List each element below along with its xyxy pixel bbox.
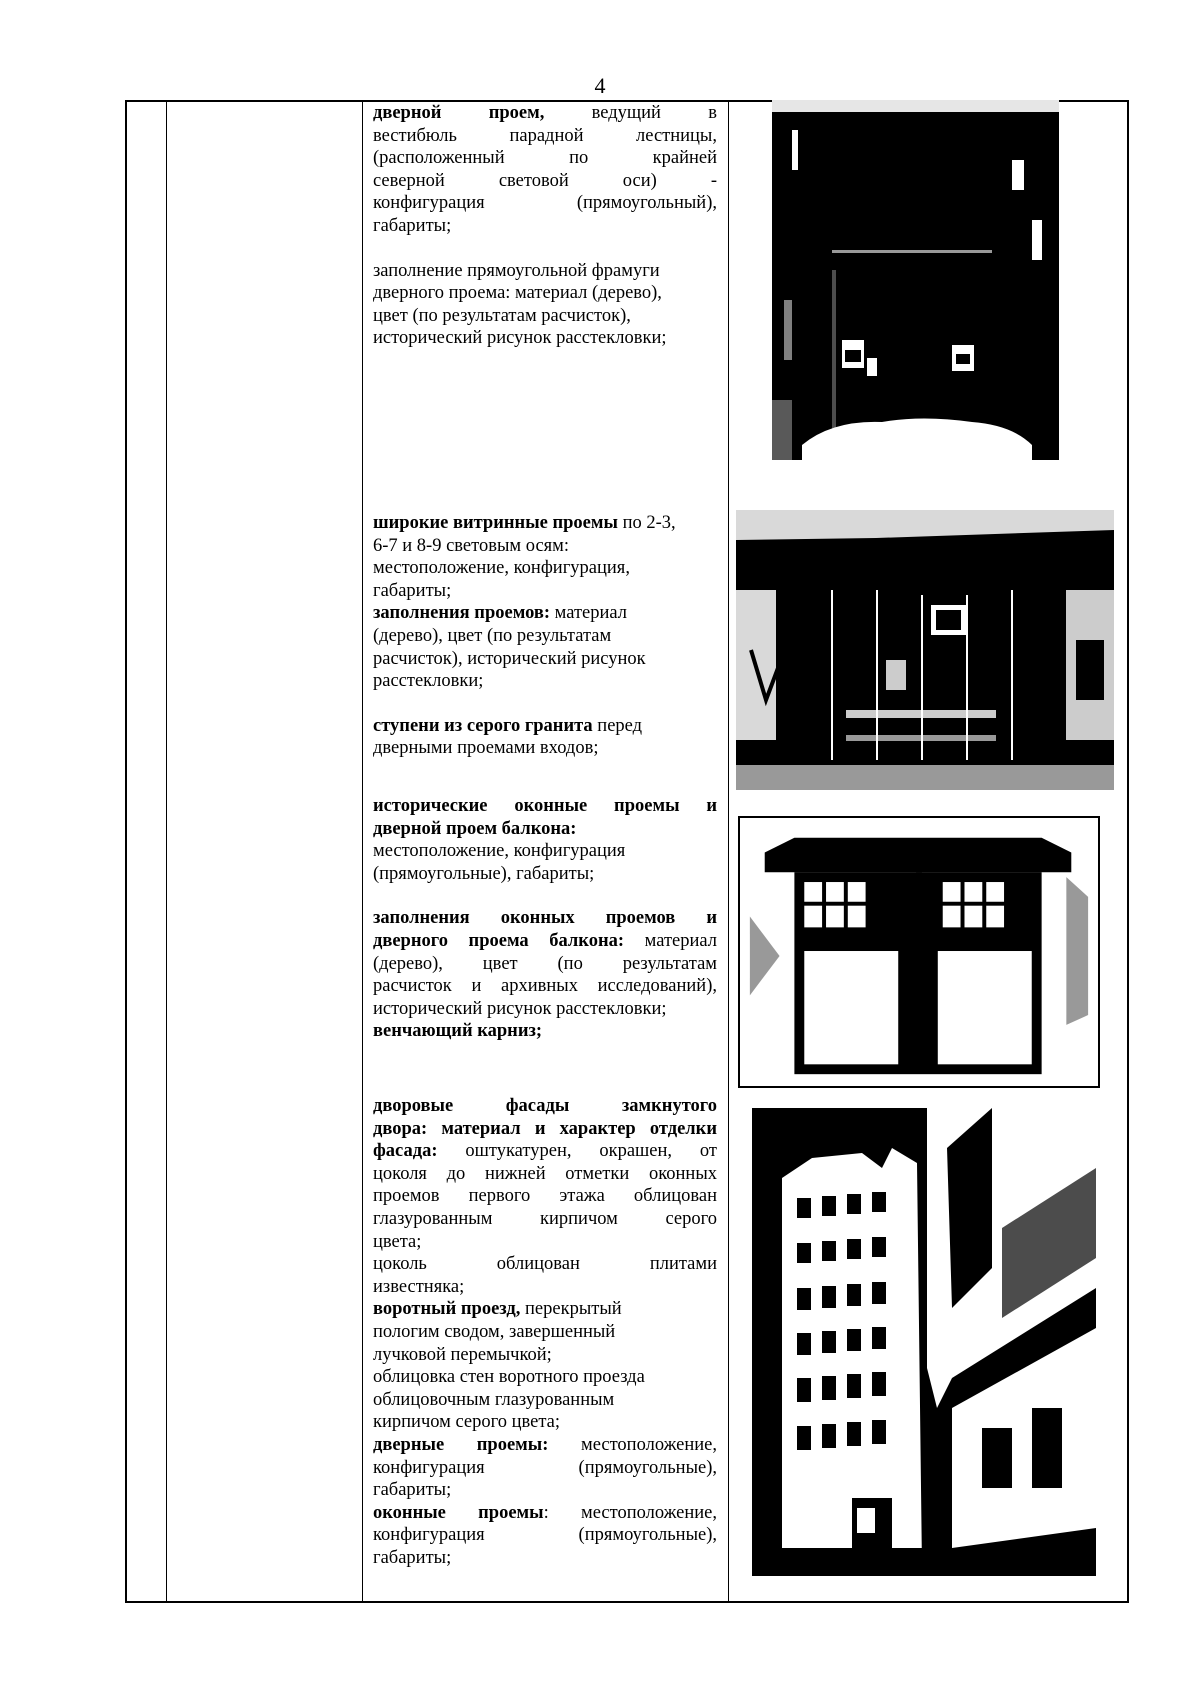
section2-text (373, 512, 717, 760)
door-photo-image (772, 100, 1059, 460)
s4-line18: габариты; (373, 1480, 452, 1501)
s2-p1-line3: местоположение, конфигурация, (373, 558, 630, 579)
s3-p2-line1: заполнения оконных проемов и (373, 908, 717, 929)
page-number: 4 (594, 73, 606, 98)
s3-p2-line5: исторический рисунок расстекловки; (373, 998, 667, 1019)
s3-p1-line3: местоположение, конфигурация (373, 841, 626, 862)
s2-p2-line1: заполнения проемов: материал (373, 603, 628, 624)
column-divider-1 (166, 100, 167, 1603)
s4-line10: воротный проезд, перекрытый (373, 1299, 622, 1320)
s4-line17: конфигурация (прямоугольные), (373, 1457, 717, 1478)
s4-line16: дверные проемы: местоположение, (373, 1434, 717, 1455)
shop-photo-image (736, 510, 1114, 790)
s2-p2-line2: (дерево), цвет (по результатам (373, 625, 612, 646)
s4-line21: габариты; (373, 1547, 452, 1568)
s3-p2-line6: венчающий карниз; (373, 1021, 543, 1042)
s1-p1-line4: северной световой оси) - (373, 170, 717, 191)
s3-p1-line4: (прямоугольные), габариты; (373, 863, 595, 884)
section1-text (373, 102, 717, 350)
s4-line15: кирпичом серого цвета; (373, 1412, 561, 1433)
s2-p2-line4: расстекловки; (373, 671, 484, 692)
s4-line14: облицовочным глазурованным (373, 1389, 615, 1410)
section3-text (373, 795, 717, 1043)
photo-courtyard-facades (752, 1108, 1096, 1576)
s1-p1-line1: дверной проем, ведущий в (373, 103, 717, 123)
s4-line8: цоколь облицован плитами (373, 1254, 717, 1275)
s1-p1-line3: (расположенный по крайней (373, 148, 717, 169)
s4-line4: цоколя до нижней отметки оконных (373, 1163, 717, 1184)
courtyard-photo-image (752, 1108, 1096, 1576)
s1-p2-line1: заполнение прямоугольной фрамуги (373, 260, 660, 281)
s2-p1-line2: 6-7 и 8-9 световым осям: (373, 535, 570, 556)
column-divider-3 (728, 100, 729, 1603)
column-divider-2 (362, 100, 363, 1603)
s1-p1-line5: конфигурация (прямоугольный), (373, 193, 717, 214)
s1-p2-line3: цвет (по результатам расчисток), (373, 305, 631, 326)
s4-line13: облицовка стен воротного проезда (373, 1367, 645, 1388)
photo-balcony-windows (738, 816, 1100, 1088)
s3-p2-line2: дверного проема балкона: материал (373, 930, 718, 951)
photo-shop-windows (736, 510, 1114, 790)
s4-line3: фасада: оштукатурен, окрашен, от (373, 1141, 717, 1162)
s2-p2-line3: расчисток), исторический рисунок (373, 648, 646, 669)
s4-line7: цвета; (373, 1231, 422, 1252)
s3-p1-line1: исторические оконные проемы и (373, 796, 717, 816)
s3-p1-line2: дверной проем балкона: (373, 818, 577, 839)
s4-line5: проемов первого этажа облицован (373, 1186, 717, 1207)
s4-line20: конфигурация (прямоугольные), (373, 1525, 717, 1546)
photo-entrance-door (772, 100, 1059, 460)
s3-p2-line4: расчисток и архивных исследований), (373, 976, 717, 997)
s4-line12: лучковой перемычкой; (373, 1344, 552, 1365)
s4-line19: оконные проемы: местоположение, (373, 1502, 718, 1523)
s2-p1-line1: широкие витринные проемы по 2-3, (373, 513, 676, 533)
s4-line1: дворовые фасады замкнутого (373, 1096, 717, 1116)
s1-p2-line4: исторический рисунок расстекловки; (373, 328, 667, 349)
s4-line2: двора: материал и характер отделки (373, 1118, 717, 1139)
s2-p3-line2: дверными проемами входов; (373, 738, 599, 759)
s4-line6: глазурованным кирпичом серого (373, 1208, 717, 1229)
balcony-photo-image (740, 818, 1098, 1086)
section4-text (373, 1095, 717, 1569)
s4-line11: пологим сводом, завершенный (373, 1321, 616, 1342)
s3-p2-line3: (дерево), цвет (по результатам (373, 953, 717, 974)
s4-line9: известняка; (373, 1276, 465, 1297)
s1-p1-line2: вестибюль парадной лестницы, (373, 125, 717, 146)
s2-p3-line1: ступени из серого гранита перед (373, 715, 643, 736)
s1-p2-line2: дверного проема: материал (дерево), (373, 283, 662, 304)
s2-p1-line4: габариты; (373, 580, 452, 601)
s1-p1-line6: габариты; (373, 215, 452, 236)
